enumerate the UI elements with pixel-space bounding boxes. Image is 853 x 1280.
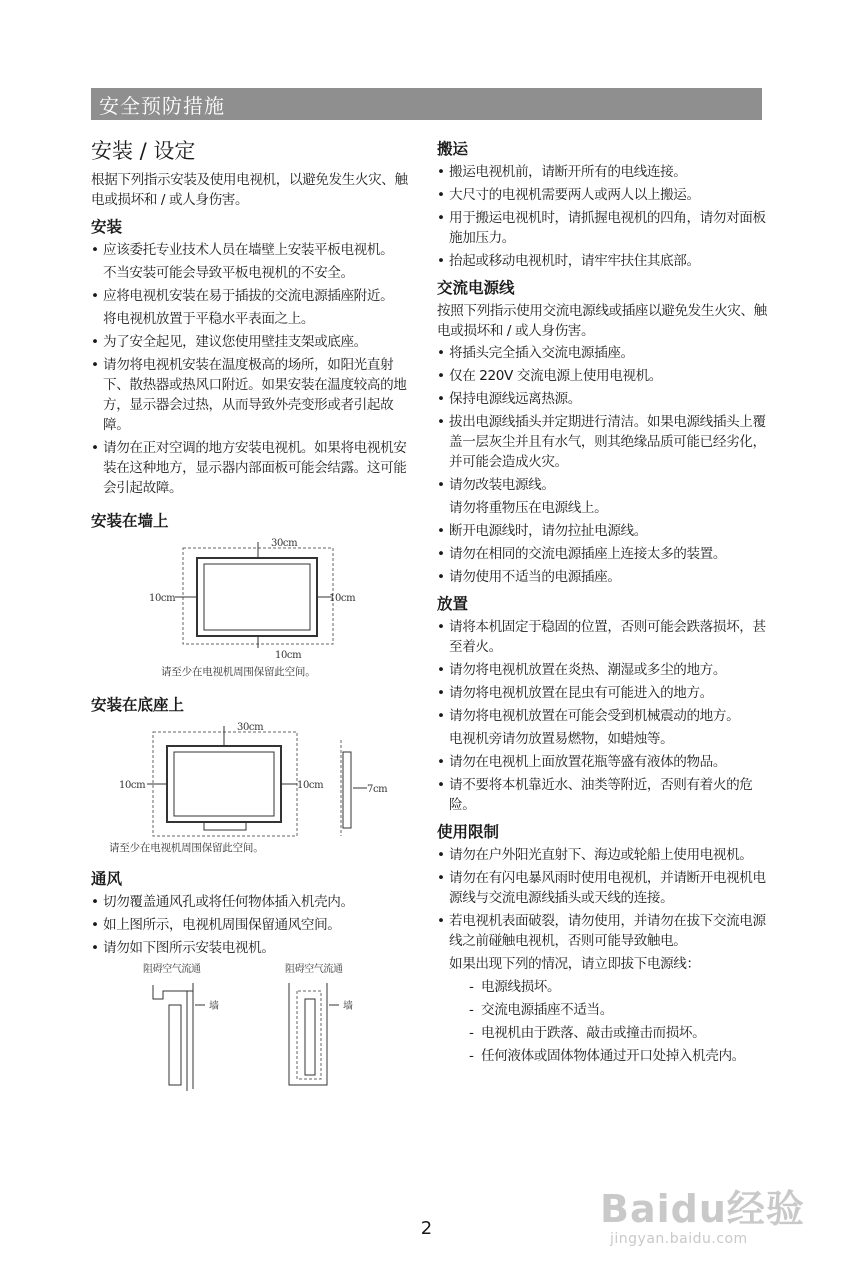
install-setup-title: 安装 / 设定 [91,139,196,163]
right-column [437,138,767,1069]
power-intro: 按照下列指示使用交流电源线或插座以避免发生火灾、触电或损坏和 / 或人身伤害。 [437,303,767,339]
moving-heading: 搬运 [437,140,469,158]
list-item: • 若电视机表面破裂，请勿使用，并请勿在拔下交流电源线之前碰触电视机，否则可能导致触电。 [437,913,766,949]
power-cord-heading: 交流电源线 [437,279,515,297]
page-number: 2 [420,1218,433,1239]
list-item: • 拔出电源线插头并定期进行清洁。如果电源线插头上覆盖一层灰尘并且有水气，则其绝缘品质可能已经劣化，并可能会造成火灾。 [437,414,766,470]
stand-top-label: 30cm [237,722,264,733]
list-note: 电视机旁请勿放置易燃物，如蜡烛等。 [449,731,674,747]
list-item: • 大尺寸的电视机需要两人或两人以上搬运。 [437,187,700,203]
list-item: • 断开电源线时，请勿拉扯电源线。 [437,523,647,539]
watermark-logo: Baidu经验 [600,1187,805,1231]
list-note: 如果出现下列的情况，请立即拔下电源线： [449,956,700,972]
watermark-url: jingyan.baidu.com [610,1231,748,1247]
list-item: • 抬起或移动电视机时，请牢牢扶住其底部。 [437,253,700,269]
left-column [91,138,419,1093]
list-note: 不当安装可能会导致平板电视机的不安全。 [103,265,354,281]
list-note: 请勿将重物压在电源线上。 [449,500,608,516]
list-item: • 请勿在正对空调的地方安装电视机。如果将电视机安装在这种地方，显示器内部面板可能会结露。这可能会引起故障。 [91,440,407,496]
list-item: • 请勿在户外阳光直射下、海边或轮船上使用电视机。 [437,847,753,863]
dash-item: - 电视机由于跌落、敲击或撞击而损坏。 [469,1025,706,1041]
wall-clearance-figure [91,534,419,682]
dash-item: - 任何液体或固体物体通过开口处掉入机壳内。 [469,1048,745,1064]
section-title: 安全预防措施 [99,94,225,118]
stand-caption: 请至少在电视机周围保留此空间。 [109,842,264,854]
usage-limits-heading: 使用限制 [437,823,500,841]
stand-side-label: 7cm [367,784,388,795]
wall-caption: 请至少在电视机周围保留此空间。 [161,666,316,678]
list-item: • 请勿如下图所示安装电视机。 [91,940,275,956]
list-item: • 请勿将电视机放置在昆虫有可能进入的地方。 [437,685,713,701]
stand-clearance-figure [91,718,419,858]
blocked-airflow-figure [91,961,419,1091]
list-item: • 用于搬运电视机时，请抓握电视机的四角，请勿对面板施加压力。 [437,210,766,246]
dash-item: - 交流电源插座不适当。 [469,1002,613,1018]
wall-label-2: 墙 [343,1001,353,1012]
list-item: • 搬运电视机前，请断开所有的电线连接。 [437,164,687,180]
list-item: • 请勿在有闪电暴风雨时使用电视机，并请断开电视机电源线与交流电源线插头或天线的连接。 [437,870,766,906]
wall-left-label: 10cm [149,593,176,604]
intro-text: 根据下列指示安装及使用电视机，以避免发生火灾、触电或损坏和 / 或人身伤害。 [91,172,408,208]
list-item: • 应该委托专业技术人员在墙壁上安装平板电视机。 [91,242,394,258]
list-item: • 仅在 220V 交流电源上使用电视机。 [437,368,663,384]
list-item: • 请勿在相同的交流电源插座上连接太多的装置。 [437,546,727,562]
stand-left-label: 10cm [119,780,146,791]
list-item: • 请不要将本机靠近水、油类等附近，否则有着火的危险。 [437,777,753,813]
stand-mount-heading: 安装在底座上 [91,696,185,714]
wall-label-1: 墙 [209,1001,219,1012]
baidu-watermark [600,1178,810,1248]
list-item: • 如上图所示，电视机周围保留通风空间。 [91,917,341,933]
list-item: • 请将本机固定于稳固的位置，否则可能会跌落损坏，甚至着火。 [437,619,766,655]
dash-item: - 电源线损坏。 [469,979,561,995]
list-note: 将电视机放置于平稳水平表面之上。 [103,311,315,327]
placement-heading: 放置 [437,595,469,613]
list-item: • 为了安全起见，建议您使用壁挂支架或底座。 [91,334,367,350]
list-item: • 请勿将电视机安装在温度极高的场所，如阳光直射下、散热器或热风口附近。如果安装在温度较高的地方，显示器会过热，从而导致外壳变形或者引起故障。 [91,357,407,433]
install-heading: 安装 [91,218,123,236]
section-banner [91,88,762,120]
blocked-label-1: 阻碍空气流通 [143,964,201,975]
ventilation-heading: 通风 [91,870,123,888]
list-item: • 保持电源线远离热源。 [437,391,581,407]
stand-right-label: 10cm [297,780,324,791]
list-item: • 切勿覆盖通风孔或将任何物体插入机壳内。 [91,894,354,910]
blocked-label-2: 阻碍空气流通 [285,964,343,975]
list-item: • 应将电视机安装在易于插拔的交流电源插座附近。 [91,288,394,304]
list-item: • 请勿使用不适当的电源插座。 [437,569,621,585]
wall-mount-heading: 安装在墙上 [91,512,169,530]
wall-bottom-label: 10cm [275,650,302,661]
wall-right-label: 10cm [329,593,356,604]
list-item: • 请勿改装电源线。 [437,477,555,493]
list-item: • 请勿将电视机放置在炎热、潮湿或多尘的地方。 [437,662,727,678]
list-item: • 将插头完全插入交流电源插座。 [437,345,634,361]
list-item: • 请勿将电视机放置在可能会受到机械震动的地方。 [437,708,740,724]
list-item: • 请勿在电视机上面放置花瓶等盛有液体的物品。 [437,754,727,770]
wall-top-label: 30cm [271,538,298,549]
